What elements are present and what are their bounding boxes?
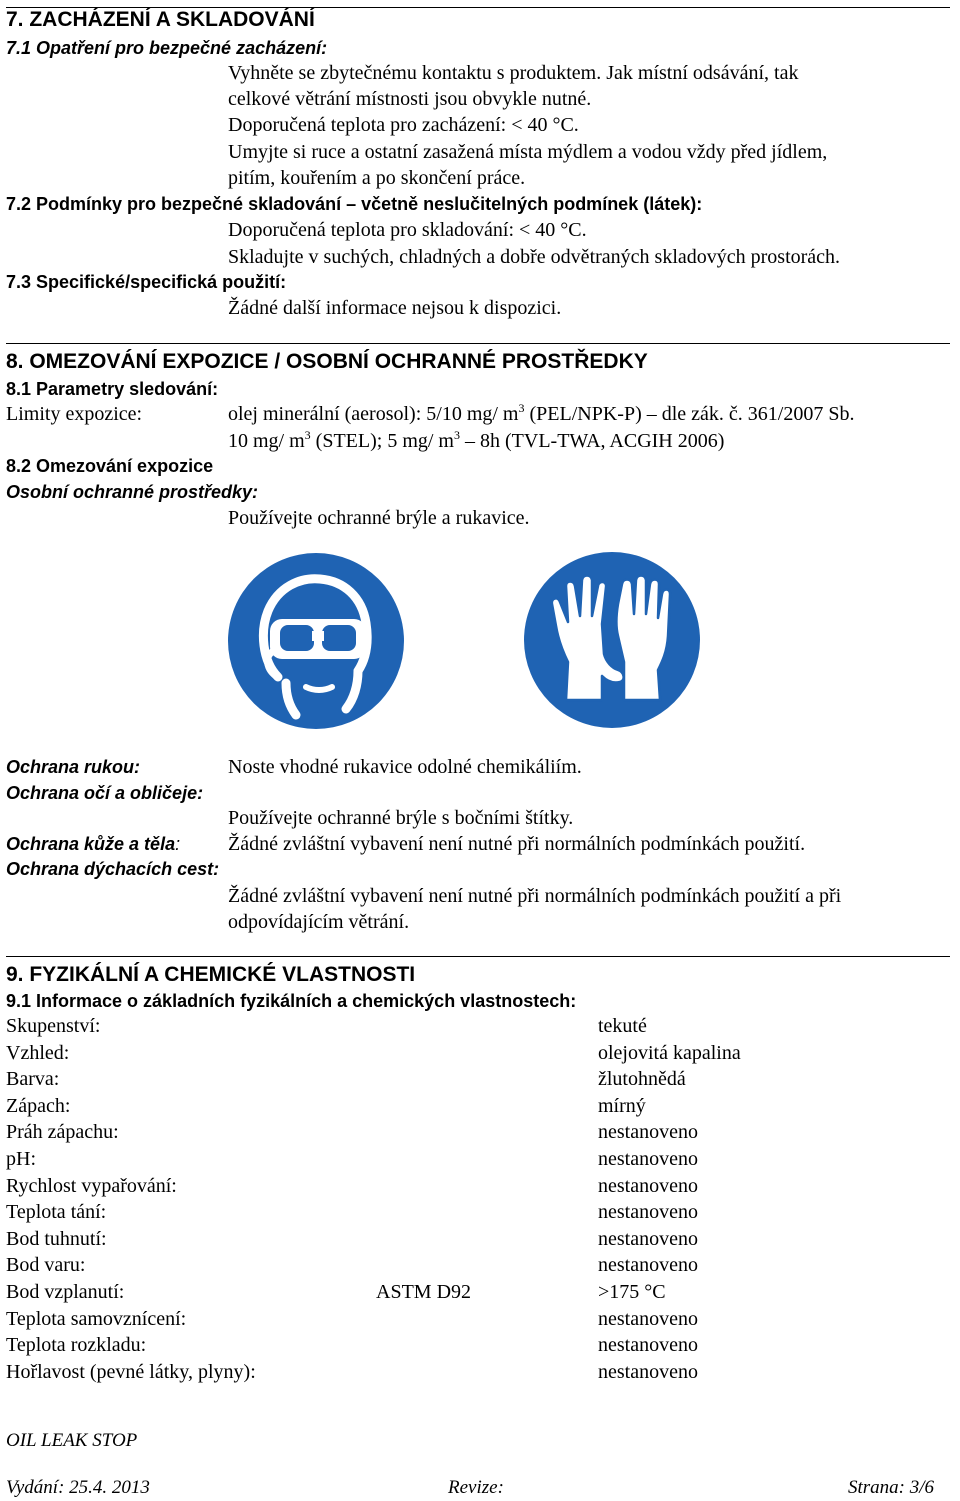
property-value: nestanoveno <box>598 1148 698 1170</box>
property-value: nestanoveno <box>598 1175 698 1197</box>
ppe-label: Osobní ochranné prostředky: <box>6 482 259 502</box>
section-divider <box>6 343 950 344</box>
property-value: nestanoveno <box>598 1121 698 1143</box>
handling-text-line: celkové větrání místnosti jsou obvykle nutné. <box>228 88 592 110</box>
handling-text-line: pitím, kouřením a po skončení práce. <box>228 167 526 189</box>
specific-use-text: Žádné další informace nejsou k dispozici. <box>228 297 562 319</box>
storage-text-line: Doporučená teplota pro skladování: < 40 °C. <box>228 219 587 241</box>
sign-disc <box>524 552 700 728</box>
gloves-mandatory-icon <box>522 550 702 730</box>
property-label: Bod tuhnutí: <box>6 1228 107 1250</box>
property-label: Zápach: <box>6 1095 71 1117</box>
handling-text-line: Vyhněte se zbytečnému kontaktu s produktem. Jak místní odsávání, tak <box>228 62 799 84</box>
subsection-8-2-title: 8.2 Omezování expozice <box>6 456 214 476</box>
property-label: Rychlost vypařování: <box>6 1175 177 1197</box>
subsection-7-3-title: 7.3 Specifické/specifická použití: <box>6 272 287 292</box>
footer-issue-date: Vydání: 25.4. 2013 <box>6 1477 150 1498</box>
property-label: Barva: <box>6 1068 60 1090</box>
hand-protection-label: Ochrana rukou: <box>6 757 141 777</box>
property-value: žlutohnědá <box>598 1068 686 1090</box>
respiratory-protection-label: Ochrana dýchacích cest: <box>6 859 220 879</box>
footer-product-name: OIL LEAK STOP <box>6 1430 138 1451</box>
section-9-title: 9. FYZIKÁLNÍ A CHEMICKÉ VLASTNOSTI <box>6 963 416 986</box>
property-value: tekuté <box>598 1015 647 1037</box>
property-label: Teplota tání: <box>6 1201 107 1223</box>
exposure-limits-label: Limity expozice: <box>6 403 143 425</box>
skin-protection-text: Žádné zvláštní vybavení není nutné při normálních podmínkách použití. <box>228 833 806 855</box>
ppe-text: Používejte ochranné brýle a rukavice. <box>228 507 530 529</box>
property-value: nestanoveno <box>598 1334 698 1356</box>
respiratory-protection-text: odpovídajícím větrání. <box>228 911 410 933</box>
exposure-limit-line: olej minerální (aerosol): 5/10 mg/ $m^3$ (PEL/NPK-P) – dle zák. č. 361/2007 Sb. <box>228 401 855 425</box>
property-label: Bod varu: <box>6 1254 86 1276</box>
section-8-title: 8. OMEZOVÁNÍ EXPOZICE / OSOBNÍ OCHRANNÉ PROSTŘEDKY <box>6 350 648 373</box>
property-label: Vzhled: <box>6 1042 70 1064</box>
footer-page-number: Strana: 3/6 <box>848 1477 935 1498</box>
property-value: nestanoveno <box>598 1228 698 1250</box>
goggles-mandatory-icon <box>226 551 406 731</box>
respiratory-protection-text: Žádné zvláštní vybavení není nutné při normálních podmínkách použití a při <box>228 885 842 907</box>
property-label: Bod vzplanutí: <box>6 1281 125 1303</box>
subsection-7-1-title: 7.1 Opatření pro bezpečné zacházení: <box>6 38 328 58</box>
subsection-7-2-title: 7.2 Podmínky pro bezpečné skladování – včetně neslučitelných podmínek (látek): <box>6 194 703 214</box>
property-value: nestanoveno <box>598 1201 698 1223</box>
storage-text-line: Skladujte v suchých, chladných a dobře odvětraných skladových prostorách. <box>228 246 841 268</box>
property-label: pH: <box>6 1148 36 1170</box>
skin-protection-label: Ochrana kůže a těla: <box>6 834 181 854</box>
property-value: nestanoveno <box>598 1254 698 1276</box>
exposure-limit-line: 10 mg/ $m^3$ (STEL); 5 mg/ $m^3 - 8h$ (TVL-TWA, ACGIH 2006) <box>228 428 725 452</box>
subsection-8-1-title: 8.1 Parametry sledování: <box>6 379 219 399</box>
subsection-9-1-title: 9.1 Informace o základních fyzikálních a chemických vlastnostech: <box>6 991 577 1011</box>
property-value: nestanoveno <box>598 1308 698 1330</box>
property-value: mírný <box>598 1095 646 1117</box>
property-label: Teplota samovznícení: <box>6 1308 187 1330</box>
section-divider <box>6 956 950 957</box>
section-7-title: 7. ZACHÁZENÍ A SKLADOVÁNÍ <box>6 8 315 31</box>
footer-revision: Revize: <box>448 1477 504 1498</box>
property-label: Práh zápachu: <box>6 1121 119 1143</box>
property-label: Skupenství: <box>6 1015 101 1037</box>
eye-protection-label: Ochrana očí a obličeje: <box>6 783 204 803</box>
handling-text-line: Doporučená teplota pro zacházení: < 40 °C. <box>228 114 579 136</box>
property-value: >175 °C <box>598 1281 666 1303</box>
hand-protection-text: Noste vhodné rukavice odolné chemikáliím. <box>228 756 582 778</box>
property-label: Hořlavost (pevné látky, plyny): <box>6 1361 256 1383</box>
property-value: nestanoveno <box>598 1361 698 1383</box>
property-label: Teplota rozkladu: <box>6 1334 147 1356</box>
property-value: olejovitá kapalina <box>598 1042 741 1064</box>
handling-text-line: Umyjte si ruce a ostatní zasažená místa mýdlem a vodou vždy před jídlem, <box>228 141 828 163</box>
eye-protection-text: Používejte ochranné brýle s bočními štítky. <box>228 807 574 829</box>
property-method: ASTM D92 <box>376 1281 472 1303</box>
